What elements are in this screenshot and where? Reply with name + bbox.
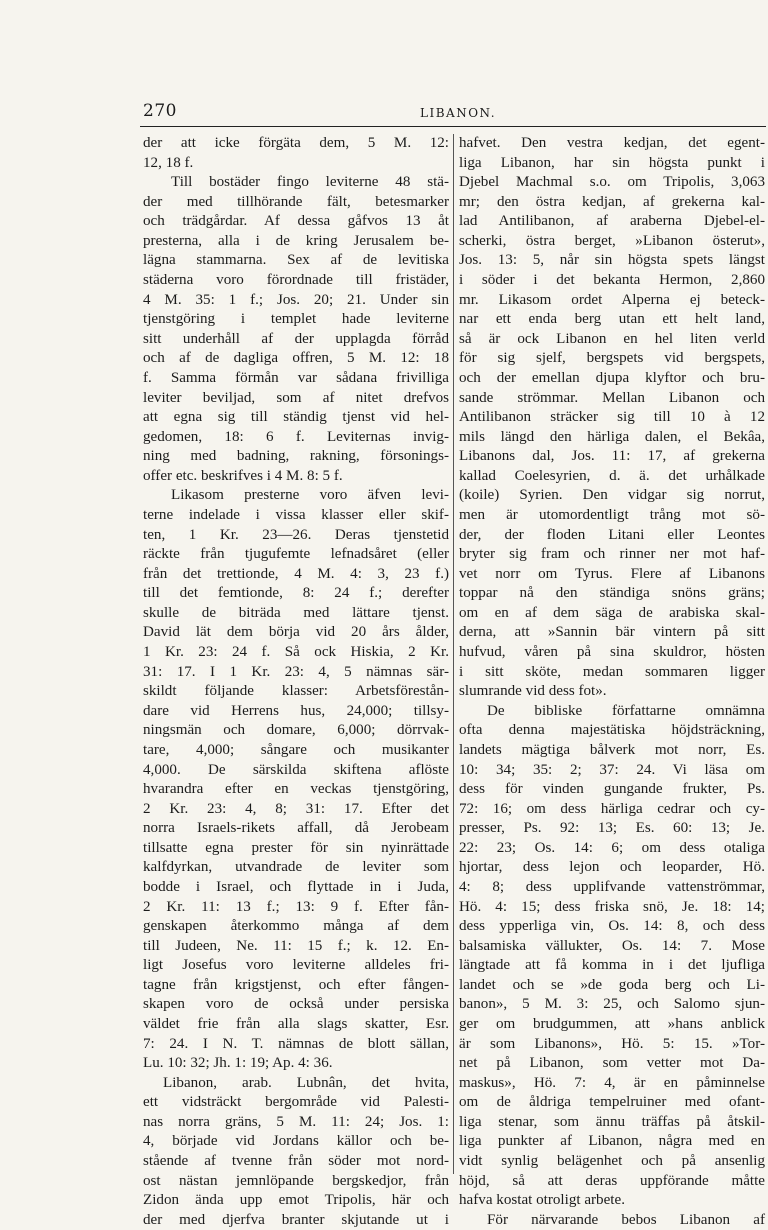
left-column	[143, 134, 449, 1230]
text-line: 12, 18 f.	[143, 154, 194, 171]
text-line: 31: 17. I 1 Kr. 23: 4, 5 nämnas sär-	[143, 663, 449, 680]
text-line: 4: 8; dess upplifvande vattenströmmar,	[459, 878, 765, 895]
text-line: Till bostäder fingo leviterne 48 stä-	[171, 174, 449, 191]
text-line: till Judeen, Ne. 11: 15 f.; k. 12. En-	[143, 937, 449, 954]
text-line: hafva kostat otroligt arbete.	[459, 1192, 625, 1209]
text-line: Likasom presterne voro äfven levi-	[171, 487, 449, 504]
text-line: Hö. 4: 15; dess friska snö, Je. 18: 14;	[459, 898, 765, 915]
text-line: Jos. 13: 5, når sin högsta spets längst	[459, 252, 765, 269]
text-line: för sig sjelf, bergspets vid bergspets,	[459, 350, 765, 367]
text-line: hvarandra efter en veckas tjenstgöring,	[143, 781, 449, 798]
text-line: stående af tvenne från söder mot nord-	[143, 1153, 449, 1170]
text-line: liga Libanon, har sin högsta punkt i	[459, 154, 765, 171]
text-line: der med tillhörande fält, betesmarker	[143, 193, 449, 210]
text-line: i sitt sköte, medan sommaren ligger	[459, 663, 765, 680]
text-line: Libanon, arab. Lubnân, det hvita,	[163, 1074, 449, 1091]
text-line: f. Samma förmån var sådana frivilliga	[143, 369, 449, 386]
text-line: liga stenar, som ännu träffas på åtskil-	[459, 1113, 765, 1130]
text-line: nar ett enda berg utan ett helt land,	[459, 311, 765, 328]
text-line: bodde i Israel, och flyttade in i Juda,	[143, 878, 449, 895]
text-line: att egna sig till ständig tjenst vid hel-	[143, 409, 449, 426]
text-line: hafvet. Den vestra kedjan, det egent-	[459, 135, 765, 151]
text-line: genskapen återkommo många af dem	[143, 918, 449, 935]
text-line: vet norr om Tyrus. Flere af Libanons	[459, 565, 765, 582]
text-line: Lu. 10: 32; Jh. 1: 19; Ap. 4: 36.	[143, 1055, 333, 1072]
text-line: terne indelade i vissa klasser eller skif-	[143, 506, 449, 523]
text-line: landet och se »de goda berg och Li-	[459, 976, 765, 993]
text-line: Zidon ända upp emot Tripolis, här och	[143, 1192, 449, 1209]
text-line: lad Antilibanon, af araberna Djebel-el-	[459, 213, 765, 230]
text-line: nas norra gräns, 5 M. 11: 24; Jos. 1:	[143, 1113, 449, 1130]
text-line: der att icke förgäta dem, 5 M. 12:	[143, 135, 449, 151]
text-line: men är utomordentligt trång mot sö-	[459, 506, 765, 523]
page-number: 270	[143, 101, 177, 121]
text-line: der med djerfva branter skjutande ut i	[143, 1211, 449, 1228]
text-line: De bibliske författarne omnämna	[487, 702, 765, 719]
text-line: (koile) Syrien. Den vidgar sig norrut,	[459, 487, 765, 504]
text-line: Djebel Machmal s.o. om Tripolis, 3,063	[459, 174, 765, 191]
text-line: höjd, så att deras uppförande måtte	[459, 1172, 765, 1189]
text-line: gedomen, 18: 6 f. Leviternas invig-	[143, 428, 449, 445]
text-line: så är ock Libanon en hel liten verld	[459, 330, 765, 347]
text-line: skulle de biträda med lättare tjenst.	[143, 604, 449, 621]
text-line: liga punkter af Libanon, några med en	[459, 1133, 765, 1150]
text-line: der, der floden Litani eller Leontes	[459, 526, 765, 543]
text-line: banon», 5 M. 3: 25, och Salomo sjun-	[459, 996, 765, 1013]
text-line: och trädgårdar. Af dessa gåfvos 13 åt	[143, 213, 449, 230]
text-line: sitt underhåll af der upplagda förråd	[143, 330, 449, 347]
column-divider	[453, 134, 454, 1174]
text-line: 1 Kr. 23: 24 f. Så ock Hiskia, 2 Kr.	[143, 644, 449, 661]
text-line: ofta denna majestätiska höjdsträckning,	[459, 722, 765, 739]
text-line: skildt följande klasser: Arbetsförestån-	[143, 683, 449, 700]
text-line: Libanons dal, Jos. 11: 17, af grekerna	[459, 448, 765, 465]
text-line: tagne från krigstjenst, och efter fången-	[143, 976, 449, 993]
text-line: 2 Kr. 23: 4, 8; 31: 17. Efter det	[143, 800, 449, 817]
text-line: till det femtionde, 8: 24 f.; derefter	[143, 585, 449, 602]
right-column	[459, 134, 765, 1230]
text-line: toppar nå den ständiga snöns gräns;	[459, 585, 765, 602]
text-line: om de åldriga tempelruiner med ofant-	[459, 1094, 765, 1111]
text-line: och der emellan djupa klyftor och bru-	[459, 369, 765, 386]
text-line: tjenstgöring i templet hade leviterne	[143, 311, 449, 328]
text-line: leviter beviljad, som af nitet drefvos	[143, 389, 449, 406]
text-line: från det trettionde, 4 M. 4: 3, 23 f.)	[143, 565, 449, 582]
text-line: om en af dem säga de arabiska skal-	[459, 604, 765, 621]
text-line: tillsatte egna prester för sin nyinrättade	[143, 839, 449, 856]
text-line: För närvarande bebos Libanon af	[487, 1211, 765, 1228]
text-line: ning med badning, rakning, försonings-	[143, 448, 449, 465]
text-line: mr; den östra kedjan, af grekerna kal-	[459, 193, 765, 210]
text-line: ten, 1 Kr. 23—26. Deras tjenstetid	[143, 526, 449, 543]
text-line: 22: 23; Os. 14: 6; om dess otaliga	[459, 839, 765, 856]
text-line: dare vid Herrens hus, 24,000; tillsy-	[143, 702, 449, 719]
text-line: ger om brudgummen, att »hans anblick	[459, 1016, 765, 1033]
text-line: vidt synlig belägenhet och på ansenlig	[459, 1153, 765, 1170]
text-line: ett vidsträckt bergområde vid Palesti-	[143, 1094, 449, 1111]
text-line: 4 M. 35: 1 f.; Jos. 20; 21. Under sin	[143, 291, 449, 308]
text-line: ningsmän och domare, 6,000; dörrvak-	[143, 722, 449, 739]
text-line: städerna voro förordnade till fristäder,	[143, 272, 449, 289]
text-line: dess ypperliga vin, Os. 14: 8, och dess	[459, 918, 765, 935]
text-line: derna, att »Sannin bär vintern på sitt	[459, 624, 765, 641]
text-line: kallad Coelesyrien, d. ä. det urhålkade	[459, 467, 765, 484]
text-line: längtade att få komma in i det ljufliga	[459, 957, 765, 974]
text-line: offer etc. beskrifves i 4 M. 8: 5 f.	[143, 467, 343, 484]
text-line: 4,000. De särskilda skiftena aflöste	[143, 761, 449, 778]
text-line: bryter sig fram och rinner ner mot haf-	[459, 546, 765, 563]
text-line: lägna stammarna. Sex af de levitiska	[143, 252, 449, 269]
text-line: net på Libanon, som vetter mot Da-	[459, 1055, 765, 1072]
text-line: 7: 24. I N. T. nämnas de blott sällan,	[143, 1035, 449, 1052]
text-line: sande strömmar. Mellan Libanon och	[459, 389, 765, 406]
text-line: David lät dem börja vid 20 års ålder,	[143, 624, 449, 641]
text-line: Antilibanon sträcker sig till 10 à 12	[459, 409, 765, 426]
text-line: hjortar, dess lejon och leoparder, Hö.	[459, 859, 765, 876]
text-line: slumrande vid dess fot».	[459, 683, 607, 700]
text-line: räckte från tjugufemte lefnadsåret (eller	[143, 546, 449, 563]
text-line: i söder i det bekanta Hermon, 2,860	[459, 272, 765, 289]
text-line: balsamiska vällukter, Os. 14: 7. Mose	[459, 937, 765, 954]
text-line: landets mägtiga bålverk mot norr, Es.	[459, 741, 765, 758]
text-line: presterna, alla i de kring Jerusalem be-	[143, 232, 449, 249]
text-line: norra Israels-rikets affall, då Jerobeam	[143, 820, 449, 837]
text-line: kalfdyrkan, utvandrade de leviter som	[143, 859, 449, 876]
running-title: LIBANON.	[420, 106, 497, 120]
text-line: 10: 34; 35: 2; 37: 24. Vi läsa om	[459, 761, 765, 778]
text-line: mr. Likasom ordet Alperna ej beteck-	[459, 291, 765, 308]
text-line: och af de dagliga offren, 5 M. 12: 18	[143, 350, 449, 367]
text-line: dess för vinden gungande frukter, Ps.	[459, 781, 765, 798]
text-line: presser, Ps. 92: 13; Es. 60: 13; Je.	[459, 820, 765, 837]
text-line: hufvud, våren på sina skuldror, hösten	[459, 644, 765, 661]
text-line: ligt Josefus voro leviterne alldeles fri-	[143, 957, 449, 974]
header-rule	[140, 126, 766, 127]
text-line: tare, 4,000; sångare och musikanter	[143, 741, 449, 758]
text-line: mils längd den härliga dalen, el Bekâa,	[459, 428, 765, 445]
text-line: 2 Kr. 11: 13 f.; 13: 9 f. Efter fån-	[143, 898, 449, 915]
text-line: 4, började vid Jordans källor och be-	[143, 1133, 449, 1150]
text-line: skapen voro de också under persiska	[143, 996, 449, 1013]
text-line: 72: 16; om dess härliga cedrar och cy-	[459, 800, 765, 817]
text-line: ost nästan jemnlöpande bergskedjor, från	[143, 1172, 449, 1189]
text-line: maskus», Hö. 7: 4, är en påminnelse	[459, 1074, 765, 1091]
text-line: väldet frie från alla slags skatter, Esr.	[143, 1016, 449, 1033]
text-line: är som Libanons», Hö. 5: 15. »Tor-	[459, 1035, 765, 1052]
text-line: scherki, östra berget, »Libanon österut»,	[459, 232, 765, 249]
